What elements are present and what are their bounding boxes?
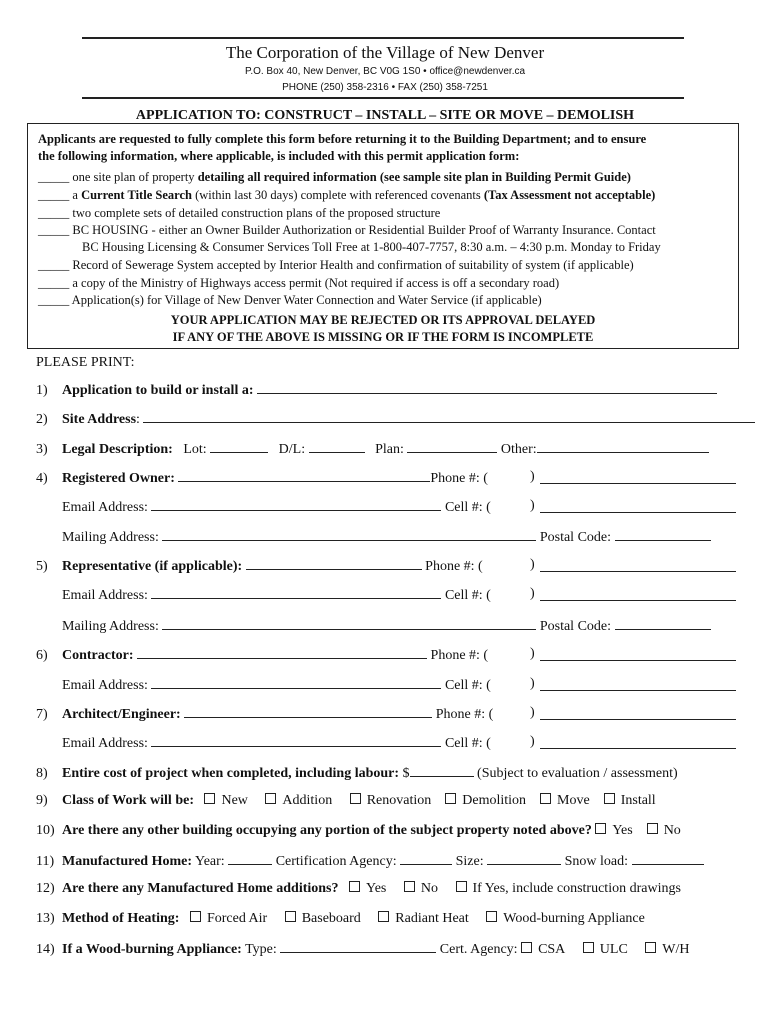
owner-mailing-row: Mailing Address: Postal Code: [62,528,711,546]
req-item-water: _____ Application(s) for Village of New Denver Water Connection and Water Service (if applicable) [38,293,542,307]
architect-name-input[interactable] [184,705,432,718]
q2-label: Site Address [62,412,137,427]
checkbox-icon[interactable] [349,881,360,892]
checkbox-icon[interactable] [486,911,497,922]
checkbox-icon[interactable] [583,942,594,953]
q1-input[interactable] [257,381,717,394]
checkbox-icon[interactable] [265,793,276,804]
checkbox-icon[interactable] [204,793,215,804]
checkbox-icon[interactable] [285,911,296,922]
q6-number: 6) [36,648,48,663]
warning-line-1: YOUR APPLICATION MAY BE REJECTED OR ITS APPROVAL DELAYED [170,313,596,327]
checkbox-icon[interactable] [521,942,532,953]
representative-email-row: Email Address: Cell #: ( [62,588,491,603]
q6-phone-close: ) [530,646,535,661]
q14-label: If a Wood-burning Appliance: [62,942,242,957]
architect-email-input[interactable] [151,734,441,747]
q5-number: 5) [36,559,48,574]
requirements-intro-2: the following information, where applicable, is included with this permit application form: [38,149,520,163]
owner-name-input[interactable] [178,469,430,482]
class-move-option[interactable]: Move [540,793,590,808]
owner-cell-close: ) [530,498,535,513]
mh-cert-input[interactable] [400,852,452,865]
warning-line-2: IF ANY OF THE ABOVE IS MISSING OR IF THE FORM IS INCOMPLETE [172,330,594,344]
class-install-option[interactable]: Install [604,793,656,808]
q13-row [36,911,645,927]
checkbox-icon[interactable] [350,793,361,804]
checkbox-icon[interactable] [190,911,201,922]
q14-number: 14) [36,942,55,957]
representative-email-input[interactable] [151,586,441,599]
contractor-cell-close: ) [530,676,535,691]
project-cost-input[interactable] [410,764,474,777]
site-address-input[interactable] [143,410,755,423]
checkbox-icon[interactable] [595,823,606,834]
plan-input[interactable] [407,440,497,453]
q9-label: Class of Work will be: [62,793,194,808]
header-bottom-rule [82,97,684,99]
representative-mailing-input[interactable] [162,617,536,630]
q12-label: Are there any Manufactured Home additions? [62,881,339,896]
contractor-email-input[interactable] [151,676,441,689]
q1-row [36,381,717,399]
q10-number: 10) [36,823,55,838]
form-title: APPLICATION TO: CONSTRUCT – INSTALL – SITE OR MOVE – DEMOLISH [135,108,635,123]
contractor-phone-input[interactable] [540,660,736,661]
please-print: PLEASE PRINT: [36,355,135,370]
q6-row: 6) Contractor: Phone #: ( [36,648,489,663]
dl-input[interactable] [309,440,365,453]
q7-label: Architect/Engineer: [62,707,181,722]
class-demolition-option[interactable]: Demolition [445,793,526,808]
q6-label: Contractor [62,648,129,663]
q7-phone-close: ) [530,705,535,720]
header-phone: PHONE (250) 358-2316 • FAX (250) 358-7251 [282,82,488,93]
q13-number: 13) [36,911,55,926]
q2-number: 2) [36,412,48,427]
q5-label: Representative (if applicable): [62,559,243,574]
other-input[interactable] [537,440,709,453]
q4-phone-close: ) [530,469,535,484]
q5-phone-close: ) [530,557,535,572]
heating-wood-option[interactable]: Wood-burning Appliance [486,911,645,926]
q5-row: 5) Representative (if applicable): Phone #: ( [36,559,483,574]
checkbox-icon[interactable] [404,881,415,892]
lot-input[interactable] [210,440,268,453]
cert-ulc-option[interactable]: ULC [583,942,628,957]
q7-row: 7) Architect/Engineer: Phone #: ( [36,707,494,722]
req-item-bc-housing-contact: BC Housing Licensing & Consumer Services Toll Free at 1-800-407-7757, 8:30 a.m. – 4:30 p.m. Monday to Friday [82,240,661,254]
owner-cell-input[interactable] [540,512,736,513]
owner-mailing-input[interactable] [162,528,536,541]
heating-forced-air-option[interactable]: Forced Air [190,911,267,926]
q12-ifyes-option[interactable]: If Yes, include construction drawings [456,881,681,896]
q2-row: 2) Site Address: [36,410,755,428]
q8-label: Entire cost of project when completed, including labour: [62,766,400,781]
req-item-sewerage: _____ Record of Sewerage System accepted by Interior Health and confirmation of suitability of system (if applicable) [38,258,634,272]
header-title: The Corporation of the Village of New Denver [225,43,545,62]
q11-number: 11) [36,854,55,869]
class-renovation-option[interactable]: Renovation [350,793,432,808]
q3-number: 3) [36,442,48,457]
q12-no-option[interactable]: No [404,881,438,896]
q4-number: 4) [36,471,48,486]
req-item-construction-plans: _____ two complete sets of detailed construction plans of the proposed structure [38,206,441,220]
q1-label: Application to build or install a: [62,383,254,398]
q4-label: Registered Owner: [62,471,175,486]
q3-label: Legal Description: [62,442,173,457]
req-item-site-plan: _____ one site plan of property detailing all required information (see sample site plan in Building Permit Guide) [38,170,631,184]
q7-number: 7) [36,707,48,722]
class-new-option[interactable]: New [204,793,247,808]
q12-row [36,881,681,897]
architect-email-row: Email Address: Cell #: ( [62,736,491,751]
q12-number: 12) [36,881,55,896]
heating-radiant-option[interactable]: Radiant Heat [378,911,468,926]
architect-cell-input[interactable] [540,748,736,749]
q8-number: 8) [36,766,48,781]
q9-row [36,793,656,809]
checkbox-icon[interactable] [456,881,467,892]
q9-number: 9) [36,793,48,808]
owner-email-input[interactable] [151,498,441,511]
appliance-type-input[interactable] [280,940,436,953]
contractor-name-input[interactable] [137,646,427,659]
contractor-email-row: Email Address: Cell #: ( [62,678,491,693]
architect-cell-close: ) [530,734,535,749]
requirements-intro-1: Applicants are requested to fully complete this form before returning it to the Building Department; and to ensure [38,132,647,146]
q14-row: 14) If a Wood-burning Appliance: Type: Cert. Agency: CSA ULC W/H [36,942,690,957]
heating-baseboard-option[interactable]: Baseboard [285,911,361,926]
representative-cell-close: ) [530,586,535,601]
mh-snow-load-input[interactable] [632,852,704,865]
checkbox-icon[interactable] [540,793,551,804]
owner-email-row: Email Address: Cell #: ( [62,500,491,515]
checkbox-icon[interactable] [647,823,658,834]
q10-row [36,823,681,839]
mh-year-input[interactable] [228,852,272,865]
header-address: P.O. Box 40, New Denver, BC V0G 1S0 • office@newdenver.ca [244,66,526,77]
representative-phone-input[interactable] [540,571,736,572]
representative-name-input[interactable] [246,557,422,570]
req-item-bc-housing: _____ BC HOUSING - either an Owner Builder Authorization or Residential Builder Proof of Warranty Insurance. Contact [38,223,656,237]
q11-row: 11) Manufactured Home: Year: Certification Agency: Size: Snow load: [36,852,704,870]
q10-yes-option[interactable]: Yes [595,823,632,838]
q1-number: 1) [36,383,48,398]
q11-label: Manufactured Home: [62,854,192,869]
checkbox-icon[interactable] [604,793,615,804]
owner-phone-input[interactable] [540,483,736,484]
q10-label: Are there any other building occupying any portion of the subject property noted above? [62,823,592,838]
header-top-rule [82,37,684,39]
req-item-highways: _____ a copy of the Ministry of Highways access permit (Not required if access is off a secondary road) [38,276,560,290]
q4-row: 4) Registered Owner: Phone #: ( [36,471,488,486]
q8-row: 8) Entire cost of project when completed, including labour: $ (Subject to evaluation / assessment) [36,766,678,781]
q10-no-option[interactable]: No [647,823,681,838]
contractor-cell-input[interactable] [540,690,736,691]
cert-csa-option[interactable]: CSA [521,942,565,957]
checkbox-icon[interactable] [445,793,456,804]
representative-postal-input[interactable] [615,617,711,630]
mh-size-input[interactable] [487,852,561,865]
architect-phone-input[interactable] [540,719,736,720]
q3-row: 3) Legal Description: Lot: D/L: Plan: Other: [36,440,709,458]
owner-postal-input[interactable] [615,528,711,541]
checkbox-icon[interactable] [645,942,656,953]
representative-mailing-row: Mailing Address: Postal Code: [62,617,711,635]
checkbox-icon[interactable] [378,911,389,922]
q12-yes-option[interactable]: Yes [349,881,386,896]
class-addition-option[interactable]: Addition [265,793,332,808]
representative-cell-input[interactable] [540,600,736,601]
req-item-title-search: _____ a Current Title Search (within last 30 days) complete with referenced covenants (Tax Assessment not acceptable) [38,188,656,202]
q13-label: Method of Heating: [62,911,180,926]
cert-wh-option[interactable]: W/H [645,942,689,957]
